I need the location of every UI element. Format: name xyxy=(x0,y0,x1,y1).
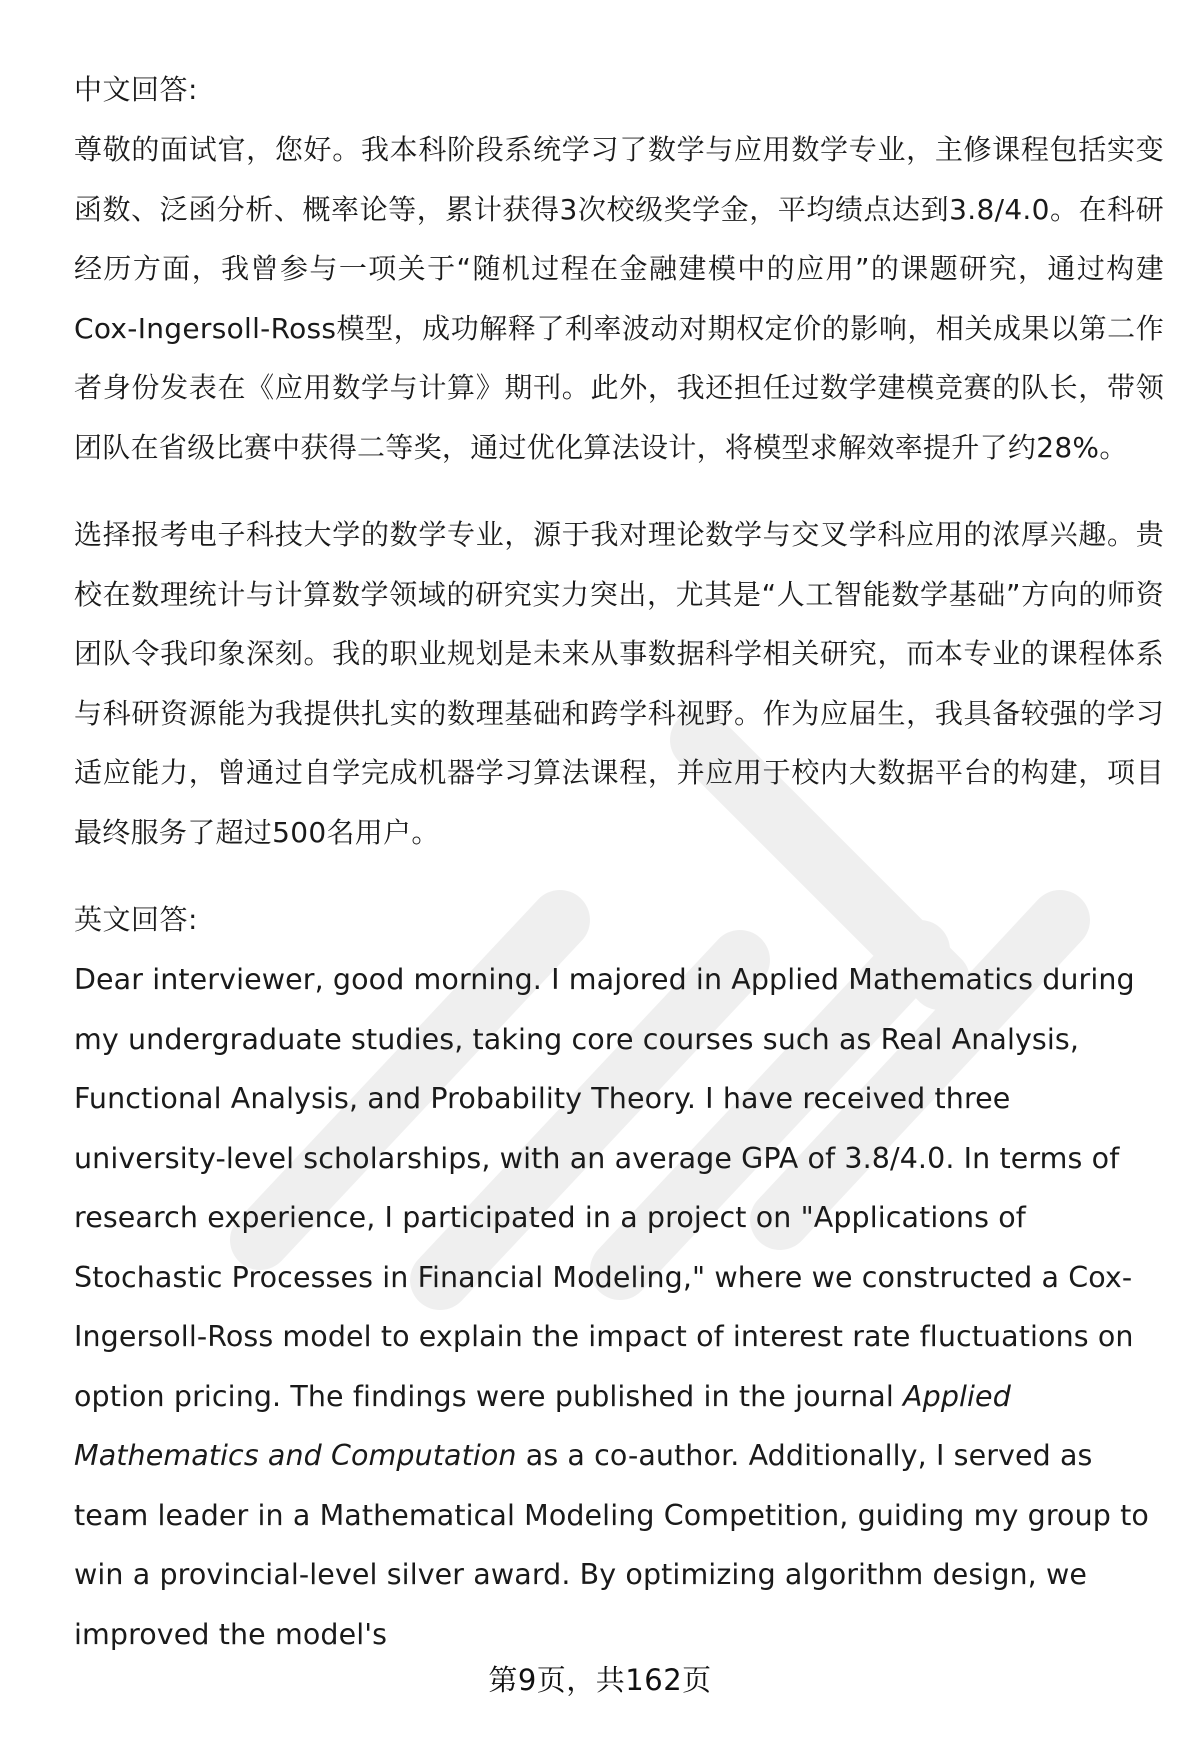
page-number-footer: 第9页，共162页 xyxy=(488,1663,712,1697)
chinese-answer-heading: 中文回答: xyxy=(74,73,198,106)
journal-title: Applied Mathematics and Computation xyxy=(74,1379,1011,1472)
chinese-answer-paragraph-2: 选择报考电子科技大学的数学专业，源于我对理论数学与交叉学科应用的浓厚兴趣。贵校在数理统计与计算数学领域的研究实力突出，尤其是“人工智能数学基础”方向的师资团队令我印象深刻。我的职业规划是未来从事数据科学相关研究，而本专业的课程体系与科研资源能为我提供扎实的数理基础和跨学科视野。作为应届生，我具备较强的学习适应能力，曾通过自学完成机器学习算法课程，并应用于校内大数据平台的构建，项目最终服务了超过500名用户。 xyxy=(74,518,1164,849)
english-answer-heading: 英文回答: xyxy=(74,903,198,936)
english-answer-paragraph xyxy=(74,950,1164,1664)
english-answer-text-part-2: as a co-author. Additionally, I served as team leader in a Mathematical Modeling Competition, guiding my group to win a provincial-level silver award. By optimizing algorithm design, we improved the model's xyxy=(74,1439,1149,1651)
document-body xyxy=(74,60,1164,1664)
chinese-answer-paragraph-1: 尊敬的面试官，您好。我本科阶段系统学习了数学与应用数学专业，主修课程包括实变函数、泛函分析、概率论等，累计获得3次校级奖学金，平均绩点达到3.8/4.0。在科研经历方面，我曾参与一项关于“随机过程在金融建模中的应用”的课题研究，通过构建Cox-Ingersoll-Ross模型，成功解释了利率波动对期权定价的影响，相关成果以第二作者身份发表在《应用数学与计算》期刊。此外，我还担任过数学建模竞赛的队长，带领团队在省级比赛中获得二等奖，通过优化算法设计，将模型求解效率提升了约28%。 xyxy=(74,133,1164,464)
english-answer-text-part-1: Dear interviewer, good morning. I majored in Applied Mathematics during my undergraduate studies, taking core courses such as Real Analysis, Functional Analysis, and Probability Theory. I have received three university-level scholarships, with an average GPA of 3.8/4.0. In terms of research experience, I participated in a project on "Applications of Stochastic Processes in Financial Modeling," where we constructed a Cox-Ingersoll-Ross model to explain the impact of interest rate fluctuations on option pricing. The findings were published in the journal xyxy=(74,963,1135,1413)
